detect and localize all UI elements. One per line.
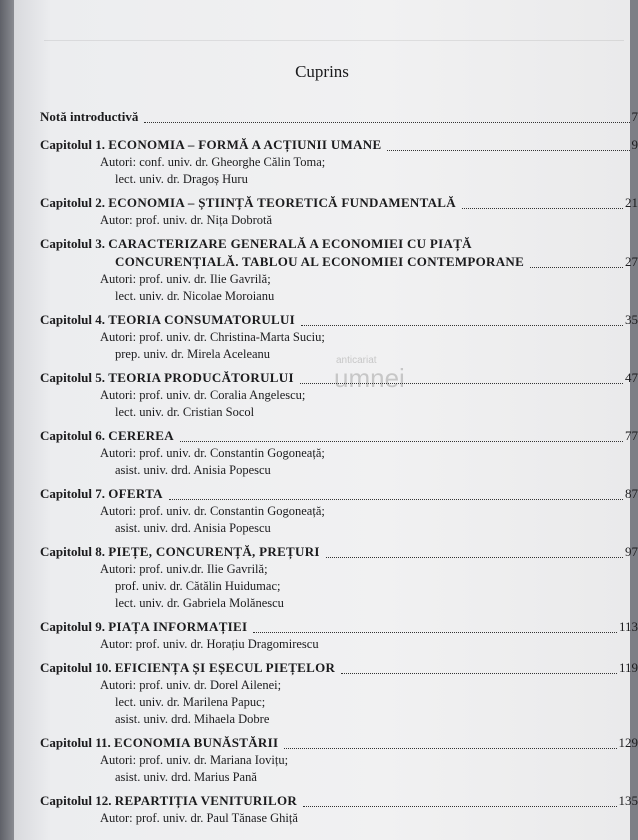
leader-dots: [144, 122, 629, 123]
toc-intro: [40, 108, 638, 126]
chapter-author: Autor: prof. univ. dr. Paul Tănase Ghiță: [100, 811, 298, 825]
chapter-author: asist. univ. drd. Marius Pană: [115, 770, 257, 784]
chapter-title: TEORIA PRODUCĂTORULUI: [108, 370, 294, 385]
chapter-page-number: 97: [625, 544, 638, 559]
chapter-title: PIEȚE, CONCURENȚĂ, PREȚURI: [108, 544, 320, 559]
page-title: Cuprins: [295, 62, 349, 81]
watermark-line2: umnei: [334, 363, 405, 393]
chapter-author: asist. univ. drd. Anisia Popescu: [115, 463, 271, 477]
chapter-label: Capitolul 3.: [40, 236, 106, 251]
chapter-page-number: 113: [618, 619, 638, 634]
leader-dots: [300, 383, 623, 384]
chapter-label: Capitolul 1.: [40, 137, 106, 152]
chapter-author: Autori: prof. univ. dr. Constantin Gogoneață;: [100, 504, 325, 518]
chapter-page-number: 47: [625, 370, 638, 385]
chapter-author: prep. univ. dr. Mirela Aceleanu: [115, 347, 271, 361]
chapter-heading-line: [40, 311, 638, 329]
chapter-author: Autori: prof. univ. dr. Christina-Marta Suciu;: [100, 330, 325, 344]
chapter-author: Autori: prof. univ. dr. Ilie Gavrilă;: [100, 272, 271, 286]
chapter-label: Capitolul 6.: [40, 428, 106, 443]
chapter-label: Capitolul 8.: [40, 544, 106, 559]
leader-dots: [253, 632, 617, 633]
chapter-title: ECONOMIA – FORMĂ A ACȚIUNII UMANE: [108, 137, 382, 152]
chapter-heading-line: [40, 734, 638, 752]
chapter-heading-line: [40, 485, 638, 503]
chapter-author: lect. univ. dr. Dragoș Huru: [115, 172, 248, 186]
watermark-line1: anticariat: [336, 355, 377, 366]
leader-dots: [462, 208, 623, 209]
leader-dots: [284, 748, 616, 749]
leader-dots: [169, 499, 623, 500]
leader-dots: [387, 150, 629, 151]
intro-label: Notă introductivă: [40, 109, 139, 124]
chapter-heading-line-2: [40, 253, 638, 271]
leader-dots: [180, 441, 623, 442]
chapter-title: REPARTIȚIA VENITURILOR: [114, 793, 298, 808]
chapter-author: lect. univ. dr. Gabriela Molănescu: [115, 596, 284, 610]
chapter-heading-line: [40, 136, 638, 154]
chapter-page-number: 21: [625, 195, 638, 210]
leader-dots: [303, 806, 616, 807]
chapter-page-number: 77: [625, 428, 638, 443]
leader-dots: [326, 557, 623, 558]
book-page: [14, 0, 638, 840]
chapter-title: CARACTERIZARE GENERALĂ A ECONOMIEI CU PIAȚĂ: [108, 236, 472, 251]
chapter-author: lect. univ. dr. Nicolae Moroianu: [115, 289, 275, 303]
intro-page-number: 7: [631, 109, 638, 124]
chapter-heading-line: [40, 659, 638, 677]
leader-dots: [530, 267, 623, 268]
toc-chapter-entry: [40, 235, 638, 305]
toc-chapter-entry: [40, 194, 638, 229]
chapter-label: Capitolul 9.: [40, 619, 106, 634]
chapter-page-number: 35: [625, 312, 638, 327]
book-spine-shadow: [0, 0, 14, 840]
leader-dots: [301, 325, 623, 326]
chapter-label: Capitolul 12.: [40, 793, 112, 808]
toc-chapter-entry: [40, 659, 638, 728]
chapter-title: PIAȚA INFORMAȚIEI: [108, 619, 248, 634]
chapter-author: Autori: prof. univ.dr. Ilie Gavrilă;: [100, 562, 268, 576]
chapter-label: Capitolul 7.: [40, 486, 106, 501]
chapter-author: lect. univ. dr. Marilena Papuc;: [115, 695, 266, 709]
chapter-title: CEREREA: [108, 428, 174, 443]
chapter-heading-line: [40, 792, 638, 810]
chapter-author: Autori: prof. univ. dr. Dorel Ailenei;: [100, 678, 282, 692]
toc-intro-line: [40, 108, 638, 126]
chapter-author: Autori: prof. univ. dr. Mariana Iovițu;: [100, 753, 289, 767]
chapter-label: Capitolul 5.: [40, 370, 106, 385]
chapter-heading-line: [40, 543, 638, 561]
chapter-author: asist. univ. drd. Anisia Popescu: [115, 521, 271, 535]
chapter-author: Autor: prof. univ. dr. Horațiu Dragomirescu: [100, 637, 319, 651]
chapter-title: EFICIENȚA ȘI EȘECUL PIEȚELOR: [114, 660, 336, 675]
chapter-page-number: 129: [618, 735, 638, 750]
chapter-author: asist. univ. drd. Mihaela Dobre: [115, 712, 270, 726]
leader-dots: [341, 673, 617, 674]
chapter-author: Autor: prof. univ. dr. Nița Dobrotă: [100, 213, 273, 227]
chapter-page-number: 9: [631, 137, 638, 152]
chapter-author: Autori: conf. univ. dr. Gheorghe Călin Toma;: [100, 155, 326, 169]
chapter-page-number: 135: [618, 793, 638, 808]
chapter-label: Capitolul 4.: [40, 312, 106, 327]
chapter-heading-line: [40, 235, 638, 253]
chapter-page-number: 87: [625, 486, 638, 501]
chapter-heading-line: [40, 427, 638, 445]
toc-chapter-entry: [40, 734, 638, 786]
chapter-title: ECONOMIA – ȘTIINȚĂ TEORETICĂ FUNDAMENTALĂ: [108, 195, 456, 210]
chapter-author: Autori: prof. univ. dr. Constantin Gogoneață;: [100, 446, 325, 460]
toc-chapter-entry: [40, 369, 638, 421]
chapter-heading-line: [40, 369, 638, 387]
chapter-title: ECONOMIA BUNĂSTĂRII: [114, 735, 279, 750]
toc-chapter-entry: [40, 543, 638, 612]
toc-chapter-entry: [40, 136, 638, 188]
table-of-contents: [40, 108, 638, 833]
toc-chapter-entry: [40, 792, 638, 827]
chapter-label: Capitolul 10.: [40, 660, 112, 675]
chapter-page-number: 119: [618, 660, 638, 675]
chapter-title: OFERTA: [108, 486, 163, 501]
chapter-title: TEORIA CONSUMATORULUI: [108, 312, 296, 327]
chapter-author: Autori: prof. univ. dr. Coralia Angelescu;: [100, 388, 306, 402]
chapter-page-number: 27: [625, 254, 638, 269]
toc-chapter-entry: [40, 485, 638, 537]
toc-chapter-entry: [40, 427, 638, 479]
chapter-label: Capitolul 2.: [40, 195, 106, 210]
toc-chapter-entry: [40, 311, 638, 363]
chapter-title-continued: CONCURENȚIALĂ. TABLOU AL ECONOMIEI CONTEMPORANE: [115, 254, 525, 269]
chapter-heading-line: [40, 618, 638, 636]
chapter-author: lect. univ. dr. Cristian Socol: [115, 405, 255, 419]
toc-chapter-entry: [40, 618, 638, 653]
chapter-author: prof. univ. dr. Cătălin Huidumac;: [115, 579, 281, 593]
chapter-heading-line: [40, 194, 638, 212]
chapter-label: Capitolul 11.: [40, 735, 111, 750]
